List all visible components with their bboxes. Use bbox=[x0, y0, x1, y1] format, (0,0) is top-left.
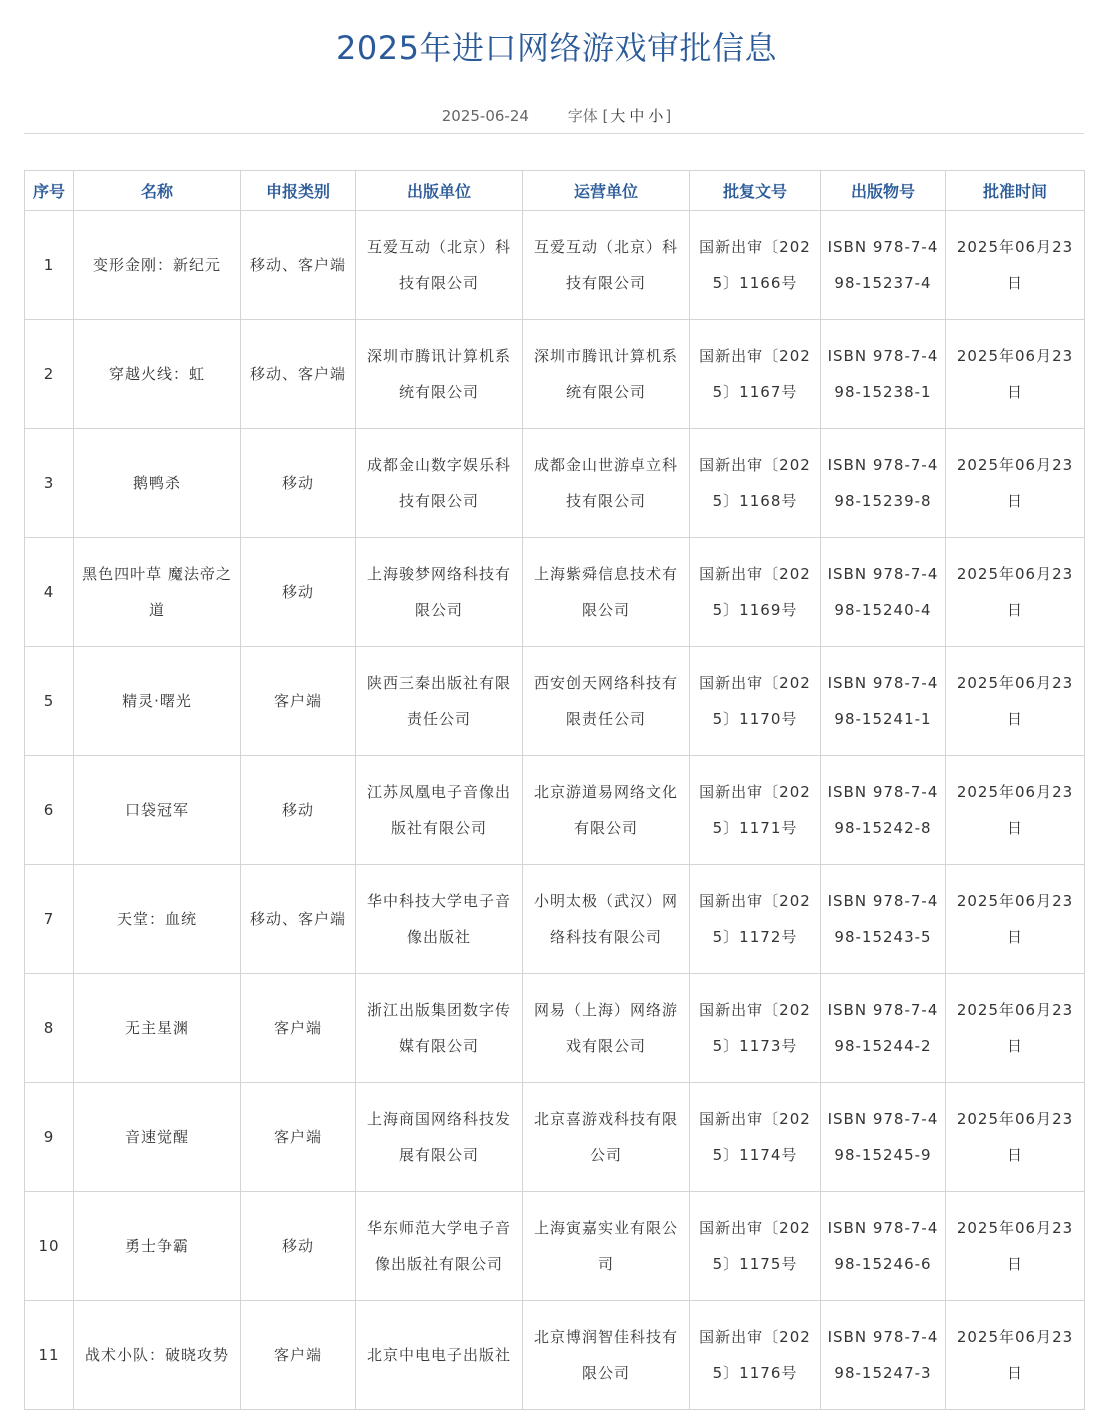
cell-game-name: 勇士争霸 bbox=[74, 1192, 241, 1301]
cell-approval-date: 2025年06月23日 bbox=[946, 865, 1085, 974]
cell-approval-no: 国新出审〔2025〕1173号 bbox=[690, 974, 821, 1083]
cell-publisher: 互爱互动（北京）科技有限公司 bbox=[356, 211, 523, 320]
font-size-large-link[interactable]: 大 bbox=[610, 107, 626, 125]
cell-operator: 北京博润智佳科技有限公司 bbox=[523, 1301, 690, 1410]
table-row bbox=[25, 974, 1085, 1083]
cell-approval-no: 国新出审〔2025〕1175号 bbox=[690, 1192, 821, 1301]
cell-approval-date: 2025年06月23日 bbox=[946, 756, 1085, 865]
table-row bbox=[25, 538, 1085, 647]
column-header-operator: 运营单位 bbox=[523, 171, 690, 211]
cell-game-name: 变形金刚：新纪元 bbox=[74, 211, 241, 320]
cell-isbn: ISBN 978-7-498-15247-3 bbox=[821, 1301, 946, 1410]
cell-index: 3 bbox=[25, 429, 74, 538]
column-header-approval-no: 批复文号 bbox=[690, 171, 821, 211]
cell-publisher: 浙江出版集团数字传媒有限公司 bbox=[356, 974, 523, 1083]
cell-approval-date: 2025年06月23日 bbox=[946, 1083, 1085, 1192]
cell-approval-date: 2025年06月23日 bbox=[946, 320, 1085, 429]
table-row bbox=[25, 429, 1085, 538]
cell-approval-date: 2025年06月23日 bbox=[946, 538, 1085, 647]
cell-approval-no: 国新出审〔2025〕1168号 bbox=[690, 429, 821, 538]
cell-publisher: 成都金山数字娱乐科技有限公司 bbox=[356, 429, 523, 538]
font-size-bracket-open: [ bbox=[602, 107, 609, 125]
table-row bbox=[25, 320, 1085, 429]
cell-game-name: 黑色四叶草 魔法帝之道 bbox=[74, 538, 241, 647]
cell-index: 8 bbox=[25, 974, 74, 1083]
cell-index: 5 bbox=[25, 647, 74, 756]
column-header-publisher: 出版单位 bbox=[356, 171, 523, 211]
header-divider bbox=[24, 133, 1084, 134]
cell-game-name: 音速觉醒 bbox=[74, 1083, 241, 1192]
cell-index: 1 bbox=[25, 211, 74, 320]
cell-publisher: 上海商国网络科技发展有限公司 bbox=[356, 1083, 523, 1192]
cell-isbn: ISBN 978-7-498-15239-8 bbox=[821, 429, 946, 538]
table-row bbox=[25, 647, 1085, 756]
publish-date: 2025-06-24 bbox=[441, 107, 529, 125]
page-title: 2025年进口网络游戏审批信息 bbox=[336, 29, 777, 67]
cell-approval-date: 2025年06月23日 bbox=[946, 429, 1085, 538]
cell-approval-date: 2025年06月23日 bbox=[946, 1192, 1085, 1301]
cell-isbn: ISBN 978-7-498-15238-1 bbox=[821, 320, 946, 429]
cell-category: 移动 bbox=[241, 429, 356, 538]
cell-category: 移动、客户端 bbox=[241, 211, 356, 320]
cell-publisher: 华中科技大学电子音像出版社 bbox=[356, 865, 523, 974]
cell-publisher: 深圳市腾讯计算机系统有限公司 bbox=[356, 320, 523, 429]
cell-isbn: ISBN 978-7-498-15242-8 bbox=[821, 756, 946, 865]
cell-operator: 西安创天网络科技有限责任公司 bbox=[523, 647, 690, 756]
cell-game-name: 无主星渊 bbox=[74, 974, 241, 1083]
cell-isbn: ISBN 978-7-498-15246-6 bbox=[821, 1192, 946, 1301]
column-header-isbn: 出版物号 bbox=[821, 171, 946, 211]
table-header-row bbox=[25, 171, 1085, 211]
cell-index: 4 bbox=[25, 538, 74, 647]
cell-approval-no: 国新出审〔2025〕1171号 bbox=[690, 756, 821, 865]
cell-category: 客户端 bbox=[241, 974, 356, 1083]
cell-publisher: 北京中电电子出版社 bbox=[356, 1301, 523, 1410]
table-row bbox=[25, 756, 1085, 865]
column-header-name: 名称 bbox=[74, 171, 241, 211]
cell-publisher: 华东师范大学电子音像出版社有限公司 bbox=[356, 1192, 523, 1301]
cell-operator: 北京喜游戏科技有限公司 bbox=[523, 1083, 690, 1192]
cell-operator: 上海寅嘉实业有限公司 bbox=[523, 1192, 690, 1301]
cell-operator: 互爱互动（北京）科技有限公司 bbox=[523, 211, 690, 320]
cell-approval-date: 2025年06月23日 bbox=[946, 647, 1085, 756]
cell-game-name: 口袋冠军 bbox=[74, 756, 241, 865]
cell-operator: 成都金山世游卓立科技有限公司 bbox=[523, 429, 690, 538]
cell-category: 客户端 bbox=[241, 1301, 356, 1410]
cell-operator: 网易（上海）网络游戏有限公司 bbox=[523, 974, 690, 1083]
cell-operator: 上海紫舜信息技术有限公司 bbox=[523, 538, 690, 647]
cell-publisher: 江苏凤凰电子音像出版社有限公司 bbox=[356, 756, 523, 865]
cell-approval-date: 2025年06月23日 bbox=[946, 1301, 1085, 1410]
cell-approval-no: 国新出审〔2025〕1167号 bbox=[690, 320, 821, 429]
cell-operator: 北京游道易网络文化有限公司 bbox=[523, 756, 690, 865]
table-row bbox=[25, 1301, 1085, 1410]
cell-approval-no: 国新出审〔2025〕1172号 bbox=[690, 865, 821, 974]
cell-game-name: 穿越火线：虹 bbox=[74, 320, 241, 429]
cell-index: 11 bbox=[25, 1301, 74, 1410]
cell-publisher: 陕西三秦出版社有限责任公司 bbox=[356, 647, 523, 756]
cell-game-name: 天堂：血统 bbox=[74, 865, 241, 974]
cell-category: 移动、客户端 bbox=[241, 865, 356, 974]
cell-isbn: ISBN 978-7-498-15243-5 bbox=[821, 865, 946, 974]
table-row bbox=[25, 865, 1085, 974]
table-row bbox=[25, 1083, 1085, 1192]
cell-game-name: 战术小队：破晓攻势 bbox=[74, 1301, 241, 1410]
cell-index: 9 bbox=[25, 1083, 74, 1192]
cell-publisher: 上海骏梦网络科技有限公司 bbox=[356, 538, 523, 647]
cell-index: 2 bbox=[25, 320, 74, 429]
cell-isbn: ISBN 978-7-498-15245-9 bbox=[821, 1083, 946, 1192]
font-size-label: 字体 bbox=[567, 107, 598, 125]
cell-approval-date: 2025年06月23日 bbox=[946, 211, 1085, 320]
approval-table bbox=[24, 170, 1085, 1410]
cell-approval-no: 国新出审〔2025〕1166号 bbox=[690, 211, 821, 320]
table-row bbox=[25, 1192, 1085, 1301]
cell-index: 10 bbox=[25, 1192, 74, 1301]
cell-category: 客户端 bbox=[241, 647, 356, 756]
cell-category: 移动 bbox=[241, 1192, 356, 1301]
cell-category: 客户端 bbox=[241, 1083, 356, 1192]
cell-game-name: 精灵·曙光 bbox=[74, 647, 241, 756]
column-header-category: 申报类别 bbox=[241, 171, 356, 211]
cell-approval-no: 国新出审〔2025〕1170号 bbox=[690, 647, 821, 756]
font-size-bracket-close: ] bbox=[665, 107, 672, 125]
cell-operator: 深圳市腾讯计算机系统有限公司 bbox=[523, 320, 690, 429]
cell-approval-no: 国新出审〔2025〕1169号 bbox=[690, 538, 821, 647]
cell-isbn: ISBN 978-7-498-15240-4 bbox=[821, 538, 946, 647]
article-meta bbox=[0, 104, 1113, 128]
cell-approval-no: 国新出审〔2025〕1176号 bbox=[690, 1301, 821, 1410]
column-header-index: 序号 bbox=[25, 171, 74, 211]
cell-index: 7 bbox=[25, 865, 74, 974]
font-size-medium-link[interactable]: 中 bbox=[629, 107, 645, 125]
cell-category: 移动 bbox=[241, 756, 356, 865]
font-size-switcher bbox=[568, 107, 672, 125]
cell-operator: 小明太极（武汉）网络科技有限公司 bbox=[523, 865, 690, 974]
cell-isbn: ISBN 978-7-498-15237-4 bbox=[821, 211, 946, 320]
cell-approval-date: 2025年06月23日 bbox=[946, 974, 1085, 1083]
table-row bbox=[25, 211, 1085, 320]
cell-approval-no: 国新出审〔2025〕1174号 bbox=[690, 1083, 821, 1192]
cell-category: 移动 bbox=[241, 538, 356, 647]
cell-isbn: ISBN 978-7-498-15241-1 bbox=[821, 647, 946, 756]
column-header-approval-date: 批准时间 bbox=[946, 171, 1085, 211]
font-size-small-link[interactable]: 小 bbox=[648, 107, 664, 125]
cell-category: 移动、客户端 bbox=[241, 320, 356, 429]
cell-index: 6 bbox=[25, 756, 74, 865]
cell-game-name: 鹅鸭杀 bbox=[74, 429, 241, 538]
cell-isbn: ISBN 978-7-498-15244-2 bbox=[821, 974, 946, 1083]
